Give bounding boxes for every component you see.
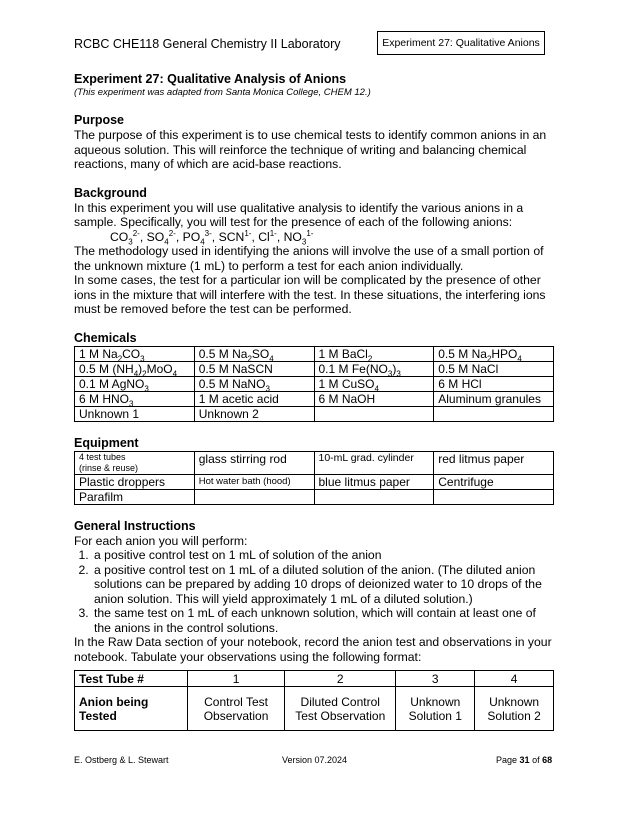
header-course: RCBC CHE118 General Chemistry II Laboratory [74,37,341,51]
table-header-cell: 2 [285,671,396,687]
table-row [75,687,554,731]
equipment-section [74,436,554,505]
equipment-heading: Equipment [74,435,139,450]
footer-version: Version 07.2024 [282,755,348,765]
background-section [74,186,554,317]
table-cell: 0.5 M $Na_2HPO_4$ [434,346,554,361]
table-cell: 6 M $HNO_3$ [75,391,195,406]
table-cell: 1 M CuSO$_4$ [314,376,434,391]
background-heading: Background [74,185,147,200]
background-p1: In this experiment you will use qualitative analysis to identify the various anions in a sample. Specifically, you will test for the presence of each of the following anions: [74,200,524,229]
header-experiment-box: Experiment 27: Qualitative Anions [377,31,545,55]
table-cell: Unknown 1 [75,406,195,421]
table-row [75,361,554,376]
chemicals-heading: Chemicals [74,330,137,345]
background-p3: In some cases, the test for a particular ion will be complicated by the presence of other ions in the mixture that will interfere with the test. In these situations, the interfering ions must be removed before the test can be performed. [74,273,546,316]
list-item: 1. a positive control test on 1 mL of solution of the anion [92,548,554,563]
instructions-outro: In the Raw Data section of your notebook, record the anion test and observations in your notebook. Tabulate your observations using the following format: [74,635,552,664]
table-cell: Plastic droppers [75,474,195,489]
table-cell: Unknown Solution 2 [475,687,554,731]
table-cell: Hot water bath (hood) [194,474,314,489]
table-cell [194,489,314,504]
footer-page-label: Page [496,755,518,765]
page-subtitle: (This experiment was adapted from Santa Monica College, CHEM 12.) [74,87,371,98]
table-cell: Diluted Control Test Observation [285,687,396,731]
table-cell [314,489,434,504]
observation-table [74,670,554,731]
page-content [74,72,554,731]
list-item: 3. the same test on 1 mL of each unknown solution, which will contain at least one of the anions in the control solutions. [92,606,554,635]
table-header-cell: Test Tube # [75,671,188,687]
table-header-cell: 4 [475,671,554,687]
table-row [75,451,554,474]
purpose-heading: Purpose [74,113,125,127]
footer-authors: E. Ostberg & L. Stewart [74,755,169,765]
table-cell: 6 M NaOH [314,391,434,406]
footer-page-number: 31 [519,755,530,765]
chemicals-table [74,346,554,422]
purpose-section [74,113,554,172]
table-header-cell: 3 [396,671,475,687]
table-cell [434,489,554,504]
instructions-heading: General Instructions [74,518,196,533]
table-cell: 0.5 M $(NH_4)_2MoO_4$ [75,361,195,376]
table-cell [75,451,195,474]
table-cell: Unknown Solution 1 [396,687,475,731]
table-row [75,376,554,391]
table-cell: Control Test Observation [188,687,285,731]
table-cell: 0.5 M NaNO$_3$ [194,376,314,391]
table-cell: 1 M BaCl$_2$ [314,346,434,361]
list-item: 2. a positive control test on 1 mL of a diluted solution of the anion. (The diluted anion solutions can be prepared by adding 10 drops of deionized water to 10 drops of the anion solution. This will yield approximately 1 mL of a diluted solution.) [92,563,554,607]
footer-of-label: of [532,755,540,765]
table-row [75,346,554,361]
table-row [75,474,554,489]
table-cell: 0.1 M AgNO$_3$ [75,376,195,391]
table-cell: 0.5 M NaCl [434,361,554,376]
test-tubes-note: (rinse & reuse) [79,462,139,473]
instructions-list [74,548,554,635]
table-cell: 1 M acetic acid [194,391,314,406]
table-cell: Parafilm [75,489,195,504]
table-header-cell: 1 [188,671,285,687]
table-cell: Centrifuge [434,474,554,489]
table-row [75,671,554,687]
test-tubes-label: 4 test tubes [79,451,126,462]
background-p2: The methodology used in identifying the anions will involve the use of a small portion of the unknown mixture (1 mL) to perform a test for each anion individually. [74,244,544,273]
table-cell: Anion being Tested [75,687,188,731]
table-cell: 0.5 M NaSCN [194,361,314,376]
table-row [75,489,554,504]
table-row [75,391,554,406]
table-cell [314,406,434,421]
purpose-text: The purpose of this experiment is to use chemical tests to identify common anions in an aqueous solution. This will reinforce the technique of writing and balancing chemical reactions, many of which are acid-base reactions. [74,128,547,171]
table-cell: 0.1 M $Fe(NO_3)_3$ [314,361,434,376]
table-cell [434,406,554,421]
anion-list: $CO_3^{2-}$, $SO_4^{2-}$, $PO_4^{3-}$, $SCN^{1-}$, $Cl^{1-}$, $NO_3^{1-}$ [110,228,314,246]
equipment-table [74,451,554,505]
instructions-section [74,519,554,732]
page-title: Experiment 27: Qualitative Analysis of Anions [74,72,347,86]
instructions-intro: For each anion you will perform: [74,533,248,548]
chemicals-section [74,331,554,422]
table-cell: blue litmus paper [314,474,434,489]
table-row [75,406,554,421]
table-cell: glass stirring rod [194,451,314,474]
table-cell: 0.5 M $Na_2SO_4$ [194,346,314,361]
table-cell: red litmus paper [434,451,554,474]
footer-page [496,755,552,765]
table-cell: 6 M HCl [434,376,554,391]
table-cell: 10-mL grad. cylinder [314,451,434,474]
footer-page-total: 68 [542,755,553,765]
table-cell: Aluminum granules [434,391,554,406]
table-cell: 1 M $Na_2CO_3$ [75,346,195,361]
table-cell: Unknown 2 [194,406,314,421]
